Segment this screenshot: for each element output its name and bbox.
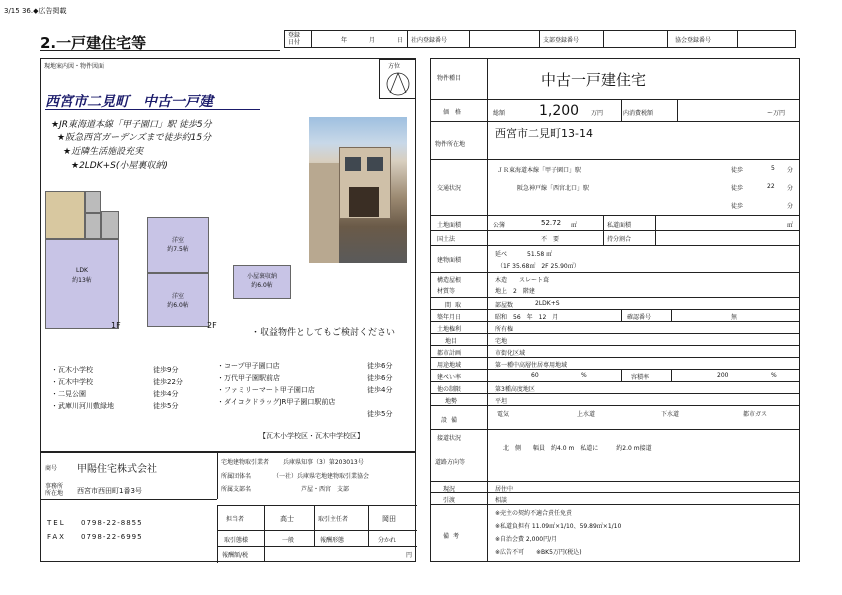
layout-label: 間取 [445,302,466,309]
nearby-left-3-name: ・武庫川河川敷緑地 [51,402,114,410]
building-area-sub: 延べ [495,251,508,258]
company-box [40,452,416,562]
land-unit: ㎡ [571,222,578,229]
spec-panel [430,58,800,562]
status-label: 現況 [443,486,456,493]
traffic-2-walk: 徒歩 [731,203,744,210]
investment-note: ・収益物件としてもご検討ください [251,328,396,338]
manager: 岡田 [382,515,396,523]
property-type: 中古一戸建住宅 [541,71,647,89]
terrain-label: 地勢 [445,398,458,405]
city-plan-label: 都市計画 [437,350,462,357]
nearby-left-0-name: ・瓦木小学校 [51,366,93,374]
road: 北 側 幅員 約4.0 m 私道に 約2.0 m接道 [503,445,652,452]
floor-1f-label: 1F [111,321,121,330]
ldk-room: LDK 約13帖 [45,239,119,329]
location-label: 物件所在地 [435,141,466,148]
fee-unit: 円 [406,552,413,559]
facility-1: 上水道 [577,411,596,418]
company-reg-label: 社内登録番号 [411,37,448,44]
catch-2: ★阪急西宮ガーデンズまで徒歩約15分 [57,133,212,143]
nearby-left-2-name: ・二見公園 [51,390,86,398]
nearby-right-0-dist: 徒歩6分 [367,362,393,370]
road-label: 道路方向等 [435,459,466,466]
nearby-right-3-name: ・ダイコクドラッグJR甲子園口駅前店 [217,398,336,406]
license-label: 宅地建物取引業者 [221,459,270,466]
nearby-right-0-name: ・コープ甲子園口店 [217,362,280,370]
type-label: 物件種目 [437,75,462,82]
traffic-0-line: ＪＲ東海道本線「甲子園口」駅 [497,167,582,174]
nearby-right-2-name: ・ファミリーマート甲子園口店 [217,386,315,394]
land-area-label: 土地面積 [437,222,462,229]
nearby-left-2-dist: 徒歩4分 [153,390,179,398]
manager-label: 取引主任者 [318,516,349,523]
nearby-left-1-dist: 徒歩22分 [153,378,183,386]
floorplan-2f [147,217,209,335]
license: 兵庫県知事（3）第203013号 [283,459,364,466]
deal-label: 取引態様 [224,537,249,544]
school-district: 【瓦木小学校区・瓦木中学校区】 [259,432,364,440]
doc-title: 2.一戸建住宅等 [40,34,147,52]
built: 昭和 56 年 12 月 [495,314,559,321]
fax: 0798-22-6995 [81,533,143,541]
terrain: 平坦 [495,398,508,405]
traffic-1-line: 阪急神戸線「西宮北口」駅 [517,185,590,192]
fee: 分かれ [378,537,397,544]
agent-grid [217,505,417,563]
other-law: 第3種高度地区 [495,386,535,393]
land-rights-label: 土地権利 [437,326,462,333]
tax: ー万円 [767,110,786,117]
private-road-unit: ㎡ [787,222,794,229]
nearby-right-3-dist: 徒歩5分 [367,410,393,418]
nearby-right-2-dist: 徒歩4分 [367,386,393,394]
location: 西宮市二見町13-14 [495,127,593,140]
traffic-0-unit: 分 [787,167,794,174]
remark-2: ※自治会費 2,000円/月 [495,536,558,543]
map-title: 現地案内図・物件図面 [44,63,105,70]
shared-label: 持分割合 [607,236,632,243]
agent: 高士 [280,515,294,523]
land-rights: 所有権 [495,326,514,333]
catch-1: ★JR東海道本線「甲子園口」駅 徒歩5分 [51,120,212,130]
structure: 木造 スレート葺 [495,277,550,284]
catch-3: ★近隣生活施設充実 [63,147,144,157]
year-label: 年 [341,37,348,44]
compass-icon [380,60,417,100]
far-label: 容積率 [631,374,650,381]
headline-underline [45,109,260,110]
traffic-1-unit: 分 [787,185,794,192]
remark-0: ※売主の契約不適合責任免責 [495,510,573,517]
catch-4: ★2LDK+S(小屋裏収納) [71,161,168,171]
building-area: 51.58 ㎡ [527,251,553,258]
agent-label: 担当者 [226,516,245,523]
remarks-label: 備考 [443,533,464,540]
fax-label: FAX [47,533,66,541]
private-road-label: 私道面積 [607,222,632,229]
company-addr-label: 事務所 所在地 [45,483,64,497]
title-underline [40,50,280,51]
property-photo [309,117,407,263]
inspection: 無 [731,314,738,321]
city-plan: 市街化区域 [495,350,526,357]
nearby-left-0-dist: 徒歩9分 [153,366,179,374]
tel-label: TEL [47,519,66,527]
assoc-label: 所属団体名 [221,473,252,480]
handover: 相談 [495,497,508,504]
building-area-label: 建物面積 [437,257,462,264]
registered-label: 登録 日付 [288,32,301,46]
traffic-label: 交通状況 [437,185,462,192]
zoning: 第一種中高層住居専用地域 [495,362,568,369]
map-panel [40,58,416,452]
fee-amount-label: 報酬額/税 [222,552,249,559]
traffic-1-walk: 徒歩 [731,185,744,192]
price-label: 価格 [443,109,468,116]
other-law-label: 他の制限 [437,386,462,393]
month-label: 月 [369,37,376,44]
floors-label: 材質等 [437,288,456,295]
deal: 一般 [282,537,295,544]
assoc: （一社）兵庫県宅地建物取引業協会 [273,473,370,480]
bcr: 60 [531,372,539,379]
price-unit: 万円 [591,110,604,117]
price: 1,200 [539,103,580,119]
nearby-left-1-name: ・瓦木中学校 [51,378,93,386]
facility-3: 都市ガス [743,411,768,418]
bcr-label: 建ぺい率 [437,374,462,381]
remark-3: ※広告不可 ※BK5万円(税込) [495,549,582,556]
floors: 地上 2 階建 [495,288,535,295]
registration-header [284,30,796,48]
inspection-label: 確認番号 [627,314,652,321]
land-area: 52.72 [541,219,562,227]
traffic-0-walk: 徒歩 [731,167,744,174]
floor-2f-label: 2F [207,321,217,330]
tel: 0798-22-8855 [81,519,143,527]
top-note: 3/15 36.◆広告掲載 [4,7,67,15]
property-headline: 西宮市二見町 中古一戸建 [45,94,213,110]
branch-label: 所属支部名 [221,486,252,493]
category: 宅地 [495,338,508,345]
nearby-right-1-dist: 徒歩6分 [367,374,393,382]
built-label: 築年月日 [437,314,462,321]
room-1: 洋室 約7.5帖 [147,217,209,273]
bcr-pct: % [581,372,587,379]
assoc-reg-label: 協会登録番号 [675,37,712,44]
branch: 芦屋・西宮 支部 [301,486,350,493]
traffic-0-min: 5 [771,165,775,172]
layout-sub: 部屋数 [495,302,514,309]
company-addr: 西宮市西田町1番3号 [77,487,142,495]
category-label: 地目 [445,338,458,345]
far-pct: % [771,372,777,379]
traffic-2-unit: 分 [787,203,794,210]
compass-label: 方位 [388,63,401,70]
building-area-detail: （1F 35.68㎡ 2F 25.90㎡） [497,263,580,270]
status: 居住中 [495,486,514,493]
attic-room: 小屋裏収納 約6.0帖 [233,265,291,299]
company-name-label: 商号 [45,465,58,472]
fee-label: 報酬形態 [320,537,345,544]
far: 200 [717,372,729,379]
facility-2: 下水道 [661,411,680,418]
remark-1: ※私道負担有 11.09㎡×1/10、59.89㎡×1/10 [495,523,622,530]
room-2: 洋室 約6.0帖 [147,273,209,327]
zoning-label: 用途地域 [437,362,462,369]
day-label: 日 [397,37,404,44]
company-name: 甲陽住宅株式会社 [77,464,157,475]
handover-label: 引渡 [443,497,456,504]
facility-0: 電気 [497,411,510,418]
land-area-sub: 公簿 [493,222,506,229]
traffic-1-min: 22 [767,183,775,190]
nearby-left-3-dist: 徒歩5分 [153,402,179,410]
price-sub: 総額 [493,110,506,117]
structure-label: 構造屋根 [437,277,462,284]
facilities-label: 設備 [441,417,462,424]
layout: 2LDK+S [535,300,560,307]
access-label: 接道状況 [437,435,462,442]
tax-label: 内消費税額 [623,110,654,117]
land-law-label: 国土法 [437,236,456,243]
branch-reg-label: 支部登録番号 [543,37,580,44]
nearby-right-1-name: ・万代甲子園駅前店 [217,374,280,382]
floorplan-1f [45,191,121,333]
land-law: 不 要 [541,236,560,243]
compass-box [379,59,416,99]
